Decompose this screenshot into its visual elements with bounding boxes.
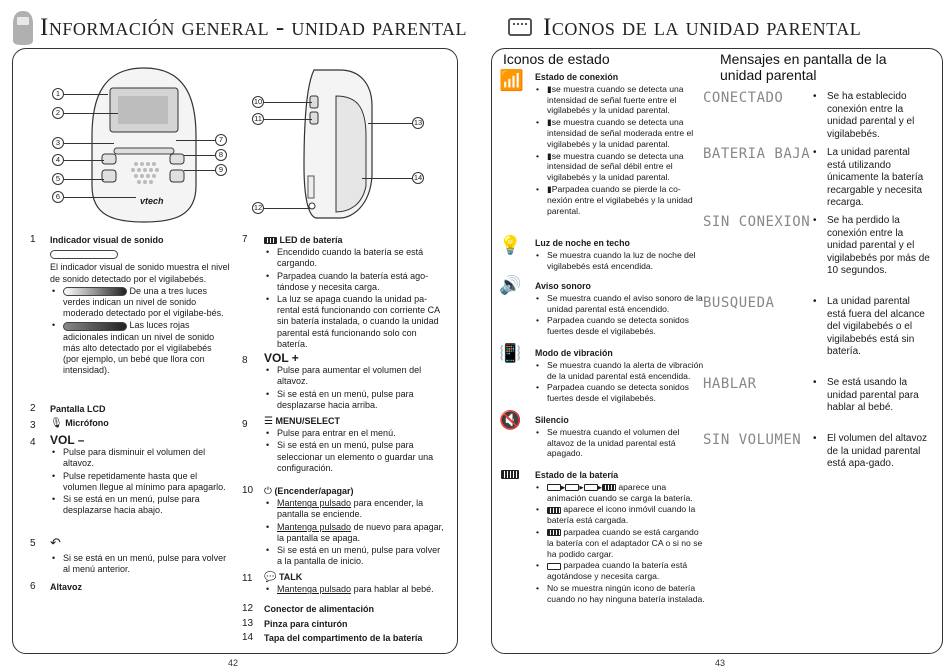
item-number: 10	[242, 485, 254, 496]
night-light-status: Luz de noche en techo • Se muestra cuando la luz de noche del vigilabebés está encendida.	[535, 238, 705, 271]
leader-line	[64, 113, 118, 114]
item-bullet: • Parpadea cuando la batería está ago-tándose y necesita carga.	[264, 271, 444, 293]
item-bullet: • La luz se apaga cuando la unidad pa-rental está funcionando con corriente CA sin batería instalada, o cuando la unidad parental está funcionando solo con batería.	[264, 294, 444, 350]
item-11: 💬 TALK • Mantenga pulsado para hablar al bebé.	[264, 572, 444, 596]
item-14: Tapa del compartimento de la batería	[264, 633, 423, 643]
screen-messages-heading: Mensajes en pantalla de la unidad parental	[720, 51, 887, 83]
item-title: Indicador visual de sonido	[50, 235, 164, 245]
item-number: 13	[242, 618, 254, 629]
menu-select-icon: ☰	[264, 416, 273, 428]
item-description: El indicador visual de sonido muestra el nivel de sonido detectado por el vigilabebés.	[50, 262, 230, 284]
sound-indicator-mid-icon	[63, 287, 127, 296]
leader-line	[264, 119, 312, 120]
right-page	[475, 0, 950, 670]
item-bullet: • Mantenga pulsado para hablar al bebé.	[264, 584, 444, 595]
leader-line	[264, 208, 310, 209]
item-13: Pinza para cinturón	[264, 619, 348, 629]
item-title: VOL +	[264, 351, 299, 365]
status-bullet: • ▮Parpadea cuando se pierde la co-nexión entre el vigilabebés y la unidad parental.	[535, 184, 705, 216]
status-bullet: • parpadea cuando la batería está agotándose y necesita carga.	[535, 560, 705, 582]
back-arrow-icon: ↶	[50, 535, 61, 550]
item-number: 12	[242, 603, 254, 614]
message-description: • La unidad parental está utilizando únicamente la batería recargable y necesita recarga.	[827, 147, 931, 210]
callout-10: 10	[253, 97, 263, 106]
page-title: Iconos de la unidad parental	[543, 14, 862, 41]
status-bullet: • Se muestra cuando la alerta de vibración de la unidad parental está encendida.	[535, 360, 705, 382]
item-8	[264, 353, 444, 412]
status-bullet: • aparece el icono inmóvil cuando la batería está cargada.	[535, 504, 705, 526]
status-bullet: • ▮se muestra cuando se detecta una intensidad de señal débil entre el vigilabebés y la unidad parental.	[535, 151, 705, 183]
callout-12: 12	[253, 203, 263, 212]
item-bullet: • Pulse para disminuir el volumen del altavoz.	[50, 447, 230, 469]
power-icon: ⏻	[264, 486, 272, 498]
leader-line	[64, 94, 108, 95]
callout-4: 4	[52, 154, 64, 166]
callout-3: 3	[52, 137, 64, 149]
lcd-message: SIN CONEXION	[703, 214, 811, 230]
status-bullet: • Parpadea cuando se detecta sonidos fuertes desde el vigilabebés.	[535, 382, 705, 404]
battery-icon	[499, 464, 521, 482]
item-7: LED de batería • Encendido cuando la batería se está cargando. • Parpadea cuando la batería está ago-tándose y necesita carga. • La luz se apaga cuando la unidad pa-rental está funcionando con corriente CA sin batería instalada, o cuando la unidad parental está funcionando solo con batería.	[264, 235, 444, 351]
item-bullet: • Mantenga pulsado de nuevo para apagar, la pantalla se apaga.	[264, 522, 444, 544]
callout-13: 13	[413, 118, 423, 127]
leader-line	[184, 170, 215, 171]
item-number: 2	[30, 403, 36, 414]
callout-7: 7	[215, 134, 227, 146]
item-bullet: • Si se está en un menú, pulse para seleccionar un elemento o guardar una configuración.	[264, 440, 444, 474]
vibration-icon: 📳	[499, 343, 522, 363]
item-5	[50, 536, 230, 576]
signal-strength-icon: 📶	[499, 70, 524, 92]
leader-line	[176, 140, 215, 141]
battery-led-icon	[264, 237, 277, 244]
item-bullet: • Pulse repetidamente hasta que el volumen llegue al mínimo para apagarlo.	[50, 471, 230, 493]
item-number: 7	[242, 234, 248, 245]
status-bullet: • Se muestra cuando el volumen del altavoz de la unidad parental está apagado.	[535, 427, 705, 459]
leader-line	[64, 160, 104, 161]
lcd-message: SIN VOLUMEN	[703, 432, 802, 448]
status-bullet: • Se muestra cuando la luz de noche del vigilabebés está encendida.	[535, 250, 705, 272]
status-bullet: • ▮se muestra cuando se detecta una intensidad de señal fuerte entre el vigilabebés y la unidad parental.	[535, 84, 705, 116]
sound-alert-icon: 🔊	[499, 275, 522, 295]
item-number: 1	[30, 234, 36, 245]
left-page-header	[12, 8, 468, 42]
connection-status: Estado de conexión • ▮se muestra cuando se detecta una intensidad de señal fuerte entre el vigilabebés y la unidad parental. • ▮se muestra cuando se detecta una intensidad de señal moderada entre el vigilabebés y la unidad parental. • ▮se muestra cuando se detecta una intensidad de señal débil entre el vigilabebés y la unidad parental. • ▮Parpadea cuando se pierde la co-nexión entre el vigilabebés y la unidad parental.	[535, 72, 705, 216]
signal-moderate-icon: ▮	[547, 117, 552, 128]
item-bullet: • Si se está en un menú, pulse para desplazarse hacia arriba.	[264, 389, 444, 411]
item-bullet: • Pulse para aumentar el volumen del altavoz.	[264, 365, 444, 387]
talk-bubble-icon: 💬	[264, 572, 277, 584]
leader-line	[368, 123, 412, 124]
leader-line	[64, 143, 114, 144]
item-bullet: • De una a tres luces verdes indican un nivel de sonido moderado detectado por el vigilabe-bés.	[50, 286, 230, 320]
item-bullet: • Mantenga pulsado para encender, la pantalla se enciende.	[264, 498, 444, 520]
battery-status: Estado de la batería • ▸ ▸ ▸ aparece una animación cuando se carga la batería. • aparece el icono inmóvil cuando la batería está cargada. • parpadea cuando se está cargando la batería con el adaptador CA o si no se ha podido cargar. • parpadea cuando la batería está agotándose y necesita carga. • No se muestra ningún icono de batería cuando no hay ninguna batería instalada.	[535, 470, 705, 605]
item-title: VOL –	[50, 433, 85, 447]
leader-line	[64, 179, 104, 180]
leader-line	[362, 178, 412, 179]
status-bullet: • Parpadea cuando se detecta sonidos fuertes desde el vigilabebés.	[535, 315, 705, 337]
item-6: Altavoz	[50, 582, 83, 592]
item-number: 8	[242, 355, 248, 366]
item-bullet: • Si se está en un menú, pulse para volver a la pantalla de inicio.	[264, 545, 444, 567]
sound-indicator-full-icon	[63, 322, 127, 331]
mute-icon: 🔇	[499, 410, 522, 430]
item-number: 14	[242, 632, 254, 643]
callout-8: 8	[215, 149, 227, 161]
status-bullet: • No se muestra ningún icono de batería cuando no hay ninguna batería instalada.	[535, 583, 705, 605]
battery-full-icon	[547, 507, 561, 514]
item-3: 🎙 Micrófono	[50, 418, 109, 430]
vibration-status: Modo de vibración • Se muestra cuando la alerta de vibración de la unidad parental está encendida. • Parpadea cuando se detecta sonidos fuertes desde el vigilabebés.	[535, 348, 705, 404]
item-10: ⏻ (Encender/apagar) • Mantenga pulsado para encender, la pantalla se enciende. • Mantenga pulsado de nuevo para apagar, la pantalla se apaga. • Si se está en un menú, pulse para volver a la pantalla de inicio.	[264, 486, 444, 568]
item-12: Conector de alimentación	[264, 604, 375, 614]
item-2: Pantalla LCD	[50, 404, 106, 414]
page-number: 43	[715, 658, 726, 668]
message-description: • Se ha perdido la conexión entre la unidad parental y el vigilabebés por más de 10 segundos.	[827, 215, 931, 278]
status-icons-heading: Iconos de estado	[503, 51, 610, 67]
mute-status: Silencio • Se muestra cuando el volumen del altavoz de la unidad parental está apagado.	[535, 415, 705, 459]
item-1	[50, 235, 230, 377]
leader-line	[184, 155, 215, 156]
callout-6: 6	[52, 191, 64, 203]
page-title: Información general - unidad parental	[40, 14, 468, 41]
signal-strong-icon: ▮	[547, 83, 552, 94]
message-description: • Se está usando la unidad parental para hablar al bebé.	[827, 377, 931, 415]
item-bullet: • Si se está en un menú, pulse para volver al menú anterior.	[50, 553, 230, 575]
lcd-message: BUSQUEDA	[703, 295, 775, 311]
status-bullet: • parpadea cuando se está cargando la batería con el adaptador CA o si no se ha podido cargar.	[535, 527, 705, 559]
item-number: 9	[242, 419, 248, 430]
callout-1: 1	[52, 88, 64, 100]
parent-unit-icon	[12, 10, 34, 46]
lcd-message: CONECTADO	[703, 90, 784, 106]
leader-line	[64, 197, 136, 198]
brand-logo: vtech	[140, 196, 164, 206]
battery-charging-icon	[547, 529, 561, 536]
sound-alert-status: Aviso sonoro • Se muestra cuando el aviso sonoro de la unidad parental está encendido. • Parpadea cuando se detecta sonidos fuertes desde el vigilabebés.	[535, 281, 705, 337]
item-number: 5	[30, 538, 36, 549]
item-number: 4	[30, 437, 36, 448]
night-light-icon: 💡	[499, 235, 522, 255]
callout-14: 14	[413, 173, 423, 182]
page-number: 42	[228, 658, 239, 668]
message-description: • Se ha establecido conexión entre la unidad parental y el vigilabebés.	[827, 91, 931, 141]
message-description: • El volumen del altavoz de la unidad parental está apa-gado.	[827, 433, 931, 471]
item-bullet: • Las luces rojas adicionales indican un nivel de sonido más alto detectado por el vigilabebés (por ejemplo, un bebé que llora con intensidad).	[50, 320, 230, 376]
lcd-screen-icon	[508, 18, 532, 36]
right-page-header	[487, 8, 940, 42]
signal-lost-icon: ▮	[547, 183, 552, 194]
microphone-icon: 🎙	[50, 418, 63, 430]
item-bullet: • Si se está en un menú, pulse para desplazarse hacia abajo.	[50, 494, 230, 516]
status-bullet: • ▸ ▸ ▸ aparece una animación cuando se carga la batería.	[535, 482, 705, 504]
callout-9: 9	[215, 164, 227, 176]
battery-empty-icon	[547, 563, 561, 570]
item-bullet: • Pulse para entrar en el menú.	[264, 428, 444, 439]
lcd-message: BATERIA BAJA	[703, 146, 811, 162]
status-bullet: • Se muestra cuando el aviso sonoro de la unidad parental está encendido.	[535, 293, 705, 315]
item-9: ☰ MENU/SELECT • Pulse para entrar en el menú. • Si se está en un menú, pulse para seleccionar un elemento o guardar una configuración.	[264, 416, 444, 475]
item-4	[50, 435, 230, 517]
lcd-message: HABLAR	[703, 376, 757, 392]
callout-5: 5	[52, 173, 64, 185]
item-number: 3	[30, 420, 36, 431]
item-bullet: • Encendido cuando la batería se está cargando.	[264, 247, 444, 269]
sound-indicator-empty-icon	[50, 250, 118, 259]
callout-2: 2	[52, 107, 64, 119]
message-description: • La unidad parental está fuera del alcance del vigilabebés o el vigilabebés está sin batería.	[827, 296, 931, 359]
status-bullet: • ▮se muestra cuando se detecta una intensidad de señal moderada entre el vigilabebés y la unidad parental.	[535, 117, 705, 149]
item-number: 11	[242, 573, 253, 584]
battery-charging-animation-icon: ▸ ▸ ▸	[547, 482, 616, 492]
parent-unit-side-illustration	[300, 66, 380, 226]
callout-11: 11	[252, 113, 264, 125]
item-number: 6	[30, 581, 36, 592]
leader-line	[264, 102, 312, 103]
signal-weak-icon: ▮	[547, 150, 552, 161]
